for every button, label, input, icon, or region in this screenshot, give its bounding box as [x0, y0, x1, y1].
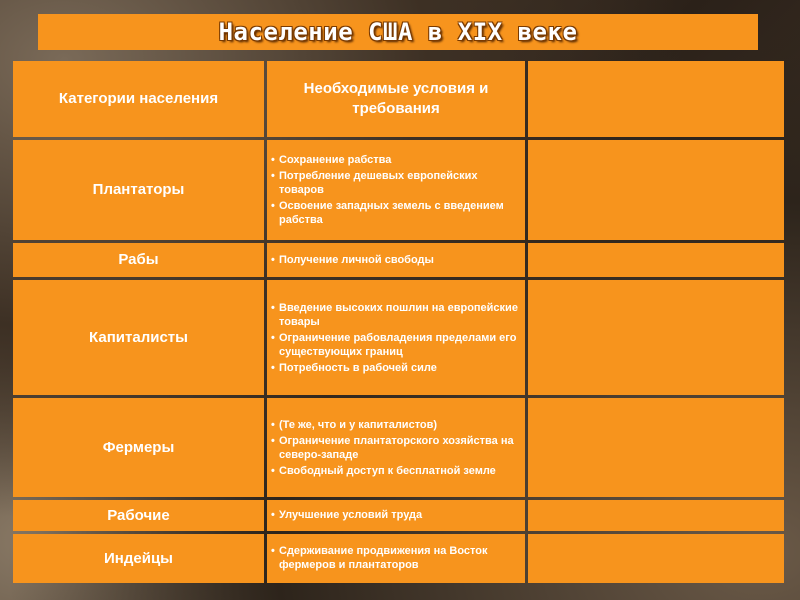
- condition-item: • Потребность в рабочей силе: [271, 361, 519, 375]
- row-category: Рабочие: [13, 500, 264, 531]
- page-title: Население США в XIX веке: [218, 18, 578, 46]
- row-extra: [528, 534, 784, 583]
- row-conditions: [267, 500, 525, 531]
- row-conditions: [267, 534, 525, 583]
- table-row: [13, 500, 784, 531]
- condition-item: • (Те же, что и у капиталистов): [271, 418, 519, 432]
- row-extra: [528, 398, 784, 497]
- condition-item: • Ограничение плантаторского хозяйства на северо-западе: [271, 434, 519, 462]
- population-table: [10, 58, 787, 586]
- table-row: [13, 398, 784, 497]
- table-row: [13, 534, 784, 583]
- condition-item: • Освоение западных земель с введением рабства: [271, 199, 519, 227]
- row-category: Плантаторы: [13, 140, 264, 240]
- row-extra: [528, 140, 784, 240]
- row-extra: [528, 500, 784, 531]
- row-conditions: [267, 243, 525, 278]
- condition-item: • Потребление дешевых европейских товаров: [271, 169, 519, 197]
- row-conditions: [267, 280, 525, 395]
- row-extra: [528, 280, 784, 395]
- condition-item: • Введение высоких пошлин на европейские товары: [271, 301, 519, 329]
- row-conditions: [267, 140, 525, 240]
- condition-item: • Сдерживание продвижения на Восток фермеров и плантаторов: [271, 544, 519, 572]
- header-extra: [528, 61, 784, 137]
- table-header-row: [13, 61, 784, 137]
- table-row: [13, 243, 784, 278]
- condition-item: • Улучшение условий труда: [271, 508, 519, 522]
- table-row: [13, 280, 784, 395]
- row-category: Индейцы: [13, 534, 264, 583]
- condition-item: • Свободный доступ к бесплатной земле: [271, 464, 519, 478]
- condition-item: • Сохранение рабства: [271, 153, 519, 167]
- row-category: Капиталисты: [13, 280, 264, 395]
- condition-item: • Получение личной свободы: [271, 253, 519, 267]
- row-conditions: [267, 398, 525, 497]
- condition-item: • Ограничение рабовладения пределами его существующих границ: [271, 331, 519, 359]
- row-category: Рабы: [13, 243, 264, 278]
- header-conditions: Необходимые условия и требования: [267, 61, 525, 137]
- row-category: Фермеры: [13, 398, 264, 497]
- row-extra: [528, 243, 784, 278]
- title-bar: [38, 14, 758, 50]
- header-category: Категории населения: [13, 61, 264, 137]
- table-row: [13, 140, 784, 240]
